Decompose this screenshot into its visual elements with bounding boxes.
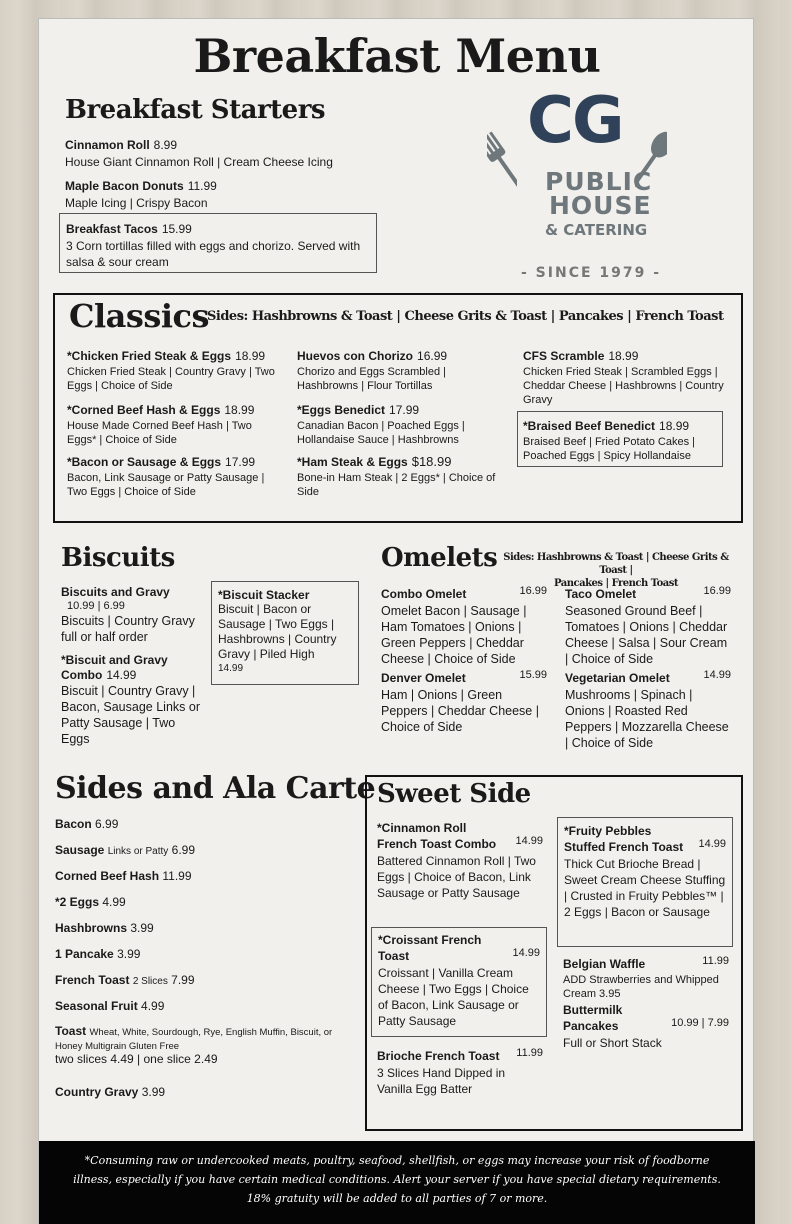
item-name: French Toast bbox=[55, 973, 130, 987]
item-desc: Chicken Fried Steak | Scrambled Eggs | Cheddar Cheese | Hashbrowns | Country Gravy bbox=[523, 366, 724, 406]
item-price: 15.99 bbox=[519, 669, 547, 681]
menu-item bbox=[297, 401, 497, 447]
item-price: 17.99 bbox=[389, 403, 420, 417]
side-item bbox=[55, 869, 355, 895]
menu-item-boxed bbox=[557, 817, 733, 947]
item-name: Corned Beef Hash bbox=[55, 869, 160, 883]
item-name: Stuffed French Toast bbox=[564, 840, 684, 854]
omelets-sides-line: Sides: Hashbrowns & Toast | Cheese Grits & Toast | bbox=[503, 552, 729, 576]
item-name: Maple Bacon Donuts bbox=[65, 179, 184, 193]
item-name: *Eggs Benedict bbox=[297, 403, 386, 417]
side-item-toast bbox=[55, 1025, 355, 1085]
logo-monogram: CG bbox=[527, 84, 623, 158]
item-note: 2 Slices bbox=[132, 976, 168, 987]
item-price: 6.99 bbox=[171, 843, 195, 857]
item-name: Seasonal Fruit bbox=[55, 999, 138, 1013]
item-price: 17.99 bbox=[225, 455, 256, 469]
item-name: *Biscuit Stacker bbox=[218, 588, 310, 602]
omelets-heading: Omelets bbox=[381, 543, 498, 573]
side-item bbox=[55, 843, 355, 869]
item-desc: Chicken Fried Steak | Country Gravy | Two Eggs | Choice of Side bbox=[67, 366, 275, 392]
item-name: Taco Omelet bbox=[565, 587, 637, 601]
menu-item bbox=[67, 401, 279, 447]
menu-item bbox=[563, 1003, 729, 1051]
item-desc: Chorizo and Eggs Scrambled | Hashbrowns | Flour Tortillas bbox=[297, 366, 446, 392]
item-price: 14.99 bbox=[515, 835, 543, 847]
item-price: 3.99 bbox=[130, 921, 154, 935]
item-name: Cinnamon Roll bbox=[65, 138, 150, 152]
item-name: Country Gravy bbox=[55, 1085, 139, 1099]
item-name: *Ham Steak & Eggs bbox=[297, 455, 408, 469]
item-desc: ADD Strawberries and Whipped Cream 3.95 bbox=[563, 974, 719, 1000]
side-item bbox=[55, 999, 355, 1025]
item-desc: Biscuits | Country Gravy full or half order bbox=[61, 614, 195, 644]
sweet-heading: Sweet Side bbox=[377, 779, 531, 809]
side-item bbox=[55, 921, 355, 947]
item-price: 3.99 bbox=[141, 1085, 166, 1099]
item-price: $18.99 bbox=[411, 454, 452, 469]
omelets-sides-line: Pancakes | French Toast bbox=[554, 578, 678, 589]
disclaimer-line: illness, especially if you have certain medical conditions. Alert your server if you have special dietary requirements. bbox=[73, 1173, 721, 1186]
item-price: 18.99 bbox=[224, 403, 255, 417]
menu-item bbox=[523, 347, 733, 407]
item-name: French Toast Combo bbox=[377, 837, 497, 851]
menu-item bbox=[61, 585, 203, 645]
item-price: 14.99 bbox=[218, 663, 244, 674]
sides-list bbox=[55, 817, 355, 1111]
item-price: 8.99 bbox=[153, 138, 178, 152]
starter-item-boxed bbox=[59, 213, 377, 273]
disclaimer-line: *Consuming raw or undercooked meats, poultry, seafood, shellfish, or eggs may increase your risk of foodborne bbox=[84, 1154, 710, 1167]
item-name: Hashbrowns bbox=[55, 921, 128, 935]
item-name: *Chicken Fried Steak & Eggs bbox=[67, 349, 232, 363]
item-name: *2 Eggs bbox=[55, 895, 100, 909]
item-price: 11.99 bbox=[162, 869, 192, 883]
menu-item bbox=[67, 453, 279, 499]
menu-item bbox=[565, 585, 731, 667]
item-name: *Braised Beef Benedict bbox=[523, 419, 656, 433]
item-name: Toast bbox=[55, 1024, 87, 1038]
item-desc: Bacon, Link Sausage or Patty Sausage | Two Eggs | Choice of Side bbox=[67, 472, 265, 498]
item-name: Buttermilk bbox=[563, 1003, 623, 1017]
item-name: *Fruity Pebbles bbox=[564, 824, 652, 838]
item-name: *Bacon or Sausage & Eggs bbox=[67, 455, 222, 469]
item-price: 6.99 bbox=[95, 817, 119, 831]
menu-item-boxed bbox=[211, 581, 359, 685]
item-price: 4.99 bbox=[102, 895, 126, 909]
classics-sides: Sides: Hashbrowns & Toast | Cheese Grits & Toast | Pancakes | French Toast bbox=[207, 309, 724, 324]
item-name: 1 Pancake bbox=[55, 947, 114, 961]
item-desc: Croissant | Vanilla Cream Cheese | Two Eggs | Choice of Bacon, Link Sausage or Patty Sausage bbox=[378, 966, 529, 1028]
item-name: Brioche French Toast bbox=[377, 1049, 500, 1063]
item-desc: Biscuit | Country Gravy | Bacon, Sausage Links or Patty Sausage | Two Eggs bbox=[61, 684, 200, 746]
item-price: 14.99 bbox=[703, 669, 731, 681]
item-price: 16.99 bbox=[703, 585, 731, 597]
item-name: *Biscuit and Gravy Combo 14.99 bbox=[61, 653, 168, 682]
item-name: Breakfast Tacos bbox=[66, 222, 158, 236]
starter-item bbox=[65, 177, 485, 211]
gratuity-note: 18% gratuity will be added to all parties of 7 or more. bbox=[246, 1192, 548, 1205]
item-desc: Omelet Bacon | Sausage | Ham Tomatoes | Onions | Green Peppers | Cheddar Cheese | Choice of Side bbox=[381, 604, 527, 666]
item-price: 16.99 bbox=[519, 585, 547, 597]
item-name: *Cinnamon Roll bbox=[377, 821, 467, 835]
item-desc: Mushrooms | Spinach | Onions | Roasted Red Peppers | Mozzarella Cheese | Choice of Side bbox=[565, 688, 729, 750]
item-name: Huevos con Chorizo bbox=[297, 349, 414, 363]
menu-item bbox=[67, 347, 279, 393]
menu-item bbox=[381, 669, 547, 735]
item-name: Denver Omelet bbox=[381, 671, 466, 685]
side-item bbox=[55, 817, 355, 843]
side-item bbox=[55, 895, 355, 921]
item-desc: Braised Beef | Fried Potato Cakes | Poached Eggs | Spicy Hollandaise bbox=[523, 436, 696, 462]
logo-text-house: HOUSE bbox=[549, 191, 652, 220]
item-price: 18.99 bbox=[659, 419, 690, 433]
item-price: 16.99 bbox=[417, 349, 448, 363]
item-price: 11.99 bbox=[702, 955, 729, 967]
item-price: 15.99 bbox=[161, 222, 192, 236]
item-desc: 3 Corn tortillas filled with eggs and chorizo. Served with salsa & sour cream bbox=[66, 239, 361, 269]
item-desc: Biscuit | Bacon or Sausage | Two Eggs | Hashbrowns | Country Gravy | Piled High bbox=[218, 602, 337, 661]
side-item bbox=[55, 973, 355, 999]
menu-item bbox=[297, 453, 497, 499]
logo-text-public: PUBLIC bbox=[545, 167, 653, 196]
item-price: 11.99 bbox=[516, 1047, 543, 1059]
item-note: Wheat, White, Sourdough, Rye, English Muffin, Biscuit, or Honey Multigrain Gluten Free bbox=[55, 1027, 333, 1052]
item-desc: House Giant Cinnamon Roll | Cream Cheese Icing bbox=[65, 155, 333, 169]
menu-item-boxed bbox=[371, 927, 547, 1037]
menu-item bbox=[61, 653, 203, 747]
item-desc: Maple Icing | Crispy Bacon bbox=[65, 196, 208, 210]
item-name: Bacon bbox=[55, 817, 92, 831]
logo-since: - SINCE 1979 - bbox=[521, 265, 662, 281]
disclaimer-footer bbox=[39, 1141, 755, 1224]
item-name: *Croissant French bbox=[378, 933, 482, 947]
classics-heading: Classics bbox=[69, 297, 210, 335]
item-desc: Canadian Bacon | Poached Eggs | Hollandaise Sauce | Hashbrowns bbox=[297, 420, 465, 446]
item-desc: Thick Cut Brioche Bread | Sweet Cream Cheese Stuffing | Crusted in Fruity Pebbles™ | 2 Eggs | Bacon or Sausage bbox=[564, 857, 726, 919]
page-title: Breakfast Menu bbox=[193, 29, 601, 83]
item-name: Sausage bbox=[55, 843, 105, 857]
menu-page bbox=[38, 18, 754, 1224]
item-price: 4.99 bbox=[141, 999, 165, 1013]
biscuits-heading: Biscuits bbox=[61, 543, 175, 573]
menu-item bbox=[381, 585, 547, 667]
item-name: CFS Scramble bbox=[523, 349, 605, 363]
side-item bbox=[55, 947, 355, 973]
item-desc: Full or Short Stack bbox=[563, 1036, 662, 1050]
item-price: 10.99 | 6.99 bbox=[67, 600, 125, 612]
menu-item bbox=[565, 669, 731, 751]
item-note: Links or Patty bbox=[107, 846, 169, 857]
logo-text-catering: & CATERING bbox=[545, 221, 648, 239]
item-price: two slices 4.49 | one slice 2.49 bbox=[55, 1052, 218, 1066]
sweet-side-section bbox=[365, 775, 743, 1131]
item-desc: Battered Cinnamon Roll | Two Eggs | Choice of Bacon, Link Sausage or Patty Sausage bbox=[377, 854, 536, 900]
item-desc: Bone-in Ham Steak | 2 Eggs* | Choice of Side bbox=[297, 472, 496, 498]
item-name: Pancakes bbox=[563, 1019, 619, 1033]
item-price: 10.99 | 7.99 bbox=[671, 1017, 729, 1029]
starter-item bbox=[65, 136, 485, 170]
restaurant-logo bbox=[487, 84, 667, 289]
menu-item-boxed bbox=[517, 411, 723, 467]
item-name: *Corned Beef Hash & Eggs bbox=[67, 403, 221, 417]
item-name: Biscuits and Gravy bbox=[61, 585, 170, 599]
item-name: Vegetarian Omelet bbox=[565, 671, 670, 685]
item-price: 3.99 bbox=[117, 947, 141, 961]
item-desc: 3 Slices Hand Dipped in Vanilla Egg Batter bbox=[377, 1066, 506, 1096]
item-price: 11.99 bbox=[187, 179, 217, 193]
item-name: Toast bbox=[378, 949, 410, 963]
item-price: 18.99 bbox=[608, 349, 639, 363]
side-item bbox=[55, 1085, 355, 1111]
starters-heading: Breakfast Starters bbox=[65, 95, 326, 125]
sides-heading: Sides and Ala Carte bbox=[55, 771, 376, 806]
classics-section bbox=[53, 293, 743, 523]
menu-item bbox=[377, 1047, 543, 1097]
item-desc: Seasoned Ground Beef | Tomatoes | Onions | Cheddar Cheese | Salsa | Sour Cream | Choice of Side bbox=[565, 604, 728, 666]
item-price: 14.99 bbox=[106, 668, 137, 682]
item-price: 18.99 bbox=[235, 349, 266, 363]
fork-icon bbox=[487, 127, 517, 197]
menu-item bbox=[297, 347, 497, 393]
item-price: 14.99 bbox=[698, 838, 726, 850]
item-price: 14.99 bbox=[512, 947, 540, 959]
menu-item bbox=[563, 955, 729, 1001]
item-desc: House Made Corned Beef Hash | Two Eggs* | Choice of Side bbox=[67, 420, 252, 446]
item-desc: Ham | Onions | Green Peppers | Cheddar Cheese | Choice of Side bbox=[381, 688, 539, 734]
item-price: 7.99 bbox=[171, 973, 195, 987]
item-name: Belgian Waffle bbox=[563, 957, 646, 971]
item-name: Combo Omelet bbox=[381, 587, 467, 601]
menu-item bbox=[377, 821, 543, 901]
